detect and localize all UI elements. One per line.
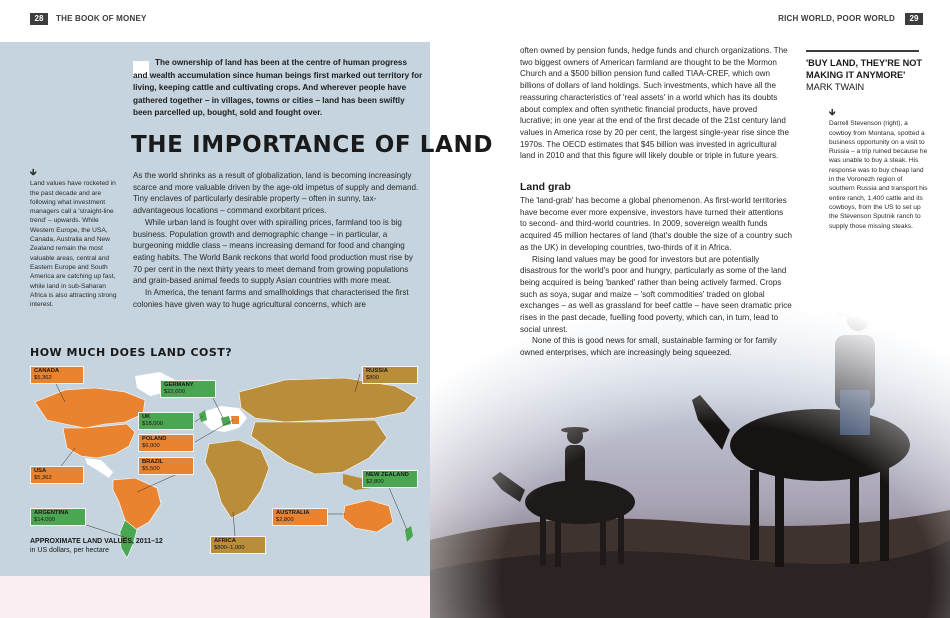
map-usa [63, 424, 135, 458]
left-page-footer-band [0, 576, 430, 618]
map-australia [343, 500, 393, 532]
map-label-uk: UK $18,000 [138, 412, 194, 430]
map-label-new-zealand: NEW ZEALAND $2,800 [362, 470, 418, 488]
body-paragraph: While urban land is fought over with spiralling prices, farmland too is big business. Population growth and demographic change – in particular, a burgeoning middle class – means increasing demand for food and changing eating habits. The World Bank reckons that world food production must rise by 70 per cent in the next thirty years to meet demand from growing populations and grain-based animal feeds to supply Asian countries with more meat. [133, 217, 413, 286]
map-poland [231, 416, 239, 424]
map-label-germany: GERMANY $22,000 [160, 380, 216, 398]
map-label-australia: AUSTRALIA $2,800 [272, 508, 328, 526]
map-asia [251, 420, 387, 474]
left-running-head: THE BOOK OF MONEY [56, 14, 147, 23]
map-label-usa: USA $5,362 [30, 466, 84, 484]
right-body-text-land-grab [520, 195, 792, 359]
photo-caption-text: Darrell Stevenson (right), a cowboy from Montana, spotted a business opportunity on a visit to Russia – a trip ruined because he was unable to buy a steak. His response was to buy cheap land in the Voronezh region of southern Russia and transport his entire ranch, 1,400 cattle and its cowboys, from the US to set up the Stevenson Sputnik ranch to supply those missing steaks. [829, 120, 928, 230]
section-heading-land-grab: Land grab [520, 181, 571, 193]
right-page-number: 29 [905, 13, 923, 25]
body-paragraph: In America, the tenant farms and smallholdings that characterised the first colonies have given way to huge agricultural concerns, which are [133, 288, 409, 309]
arrow-down-icon: 🡳 [30, 167, 37, 177]
body-paragraph: Rising land values may be good for investors but are potentially disastrous for the world's poor and hungry, particularly as some of the land being acquired is being 'banked' rather than being actively farmed. Crops such as soya, sugar and maize – 'soft commodities' traded on global exchanges – as well as grassland for beef cattle – have seen dramatic price rises in the past decade, fuelling food poverty, which can, in turn, lead to social unrest. [520, 254, 792, 334]
body-paragraph: As the world shrinks as a result of globalization, land is becoming increasingly scarce and more valuable driven by the age-old impetus of supply and demand. Tiny enclaves of particularly desirable property – often in sunny, tax-advantageous locations – command exorbitant prices. [133, 171, 419, 216]
body-paragraph: The 'land-grab' has become a global phenomenon. As first-world territories have become ever more expensive, investors have turned their attentions to second- and third-world countries. In 2009, sovereign wealth funds acquired 45 million hectares of land (that's double the size of a country such as the UK) in developing countries, two-thirds of it in Africa. [520, 196, 792, 252]
map-label-russia: RUSSIA $800 [362, 366, 418, 384]
map-canada [35, 388, 145, 428]
map-label-africa: AFRICA $800–1,000 [210, 536, 266, 554]
map-africa [205, 440, 269, 518]
map-brazil [113, 478, 161, 530]
map-caption-title: APPROXIMATE LAND VALUES, 2011–12 [30, 538, 163, 545]
map-central-america [85, 458, 113, 478]
quote-author: MARK TWAIN [806, 82, 865, 92]
left-page-number: 28 [30, 13, 48, 25]
map-title: HOW MUCH DOES LAND COST? [30, 346, 233, 359]
map-caption-subtitle: in US dollars, per hectare [30, 546, 109, 554]
pull-quote: 'BUY LAND, THEY'RE NOT MAKING IT ANYMORE' [806, 58, 922, 80]
quote-rule [806, 50, 919, 52]
world-map [25, 362, 425, 562]
arrow-down-icon: 🡳 [829, 107, 836, 117]
left-body-text [133, 170, 423, 310]
map-label-argentina: ARGENTINA $14,000 [30, 508, 86, 526]
sidebar-text: Land values have rocketed in the past decade and are following what investment managers call a 'straight-line trend' – upwards. While Western Europe, the USA, Canada, Australia and New Zealand remain the most valuable areas, central and Eastern Europe and South America are catching up fast, while land in sub-Saharan Africa is also attracting strong interest. [30, 180, 117, 309]
body-paragraph: often owned by pension funds, hedge funds and church organizations. The two biggest owners of American farmland are thought to be the Mormon Church and a $500 billion pension fund called TIAA-CREF, which own billions of dollars of land holdings. Such investments, which have all the reassuring characteristics of 'real assets' in a world which has its doubts about complex and often synthetic financial products, have proved lucrative; in one year at the end of the first decade of the 21st century land values in America rose by 20 per cent, the largest single-year rise since the 1970s. The OECD estimates that $45 billion was invested in agricultural land in 2010 and that this figure will likely double or triple in future years. [520, 46, 790, 161]
left-sidebar [30, 168, 122, 309]
running-header [0, 0, 950, 38]
map-russia [239, 378, 417, 422]
map-caption [30, 538, 163, 555]
intro-paragraph: The ownership of land has been at the centre of human progress and wealth accumulation since human beings first marked out territory for living, keeping cattle and cultivating crops. And wherever people have gathered together – in villages, towns or cities – land has been swiftly been parcelled up, bought, sold and fought over. [133, 58, 423, 118]
map-label-canada: CANADA $5,362 [30, 366, 84, 384]
map-label-poland: POLAND $6,000 [138, 434, 194, 452]
page-title: THE IMPORTANCE OF LAND [131, 132, 494, 158]
map-label-brazil: BRAZIL $5,500 [138, 457, 194, 475]
photo-caption [829, 108, 929, 231]
right-running-head: RICH WORLD, POOR WORLD [778, 14, 895, 23]
body-paragraph: None of this is good news for small, sustainable farming or for family owned enterprises, which are increasingly being squeezed. [520, 336, 777, 358]
right-body-text [520, 45, 790, 162]
